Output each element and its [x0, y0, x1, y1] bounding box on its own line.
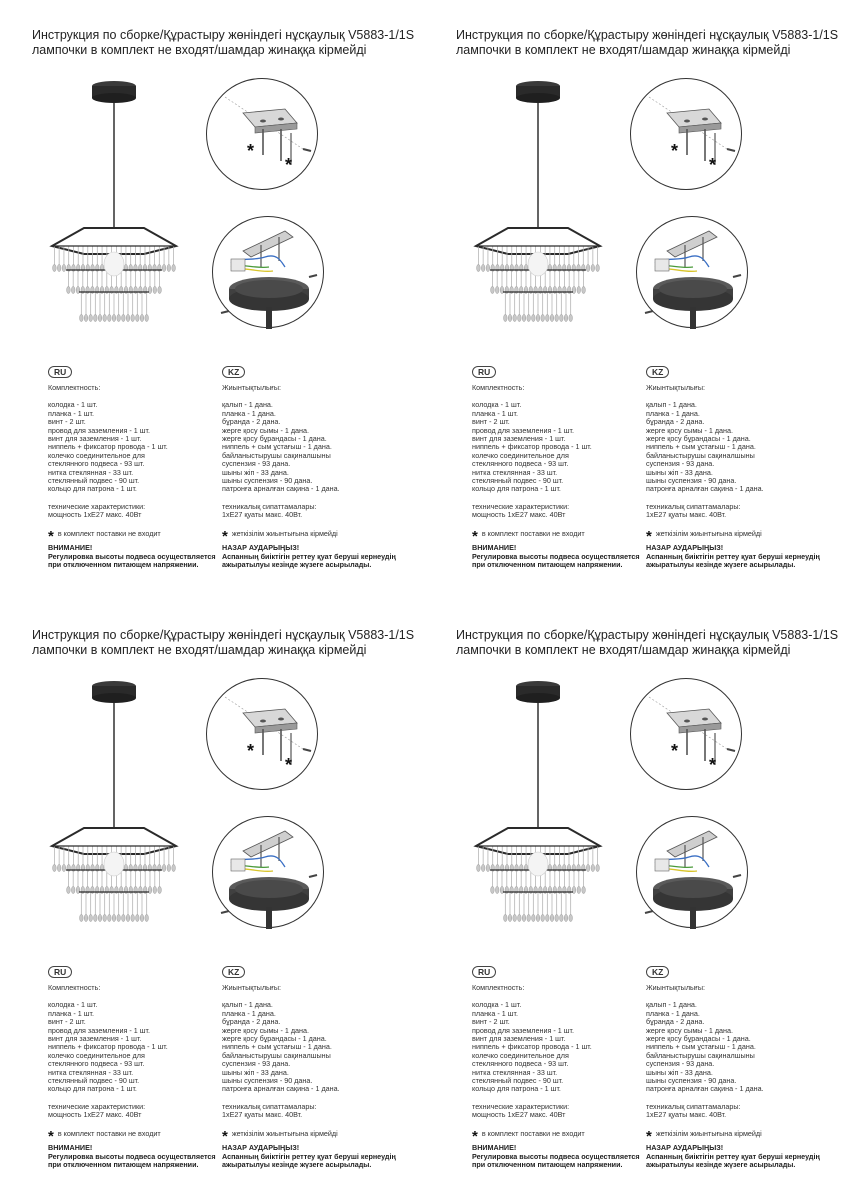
kz-specs [646, 503, 821, 520]
ru-note-text: в комплект поставки не входит [57, 528, 161, 538]
list-item: стеклянный подвес - 90 шт. [472, 476, 564, 486]
ru-specs-value: мощность 1хЕ27 макс. 40Вт [472, 510, 566, 520]
title-line-1: Инструкция по сборке/Құрастыру жөніндегі нұсқаулық V5883-1/1S [456, 28, 839, 42]
chandelier-illustration [468, 78, 608, 348]
ceiling-canopy [92, 81, 136, 103]
list-item: планка - 1 дана. [646, 408, 700, 418]
list-item: провод для заземления - 1 шт. [48, 425, 151, 435]
list-item: шыны жіп - 33 дана. [646, 467, 713, 477]
ru-heading: Комплектность: [472, 983, 525, 992]
kz-parts-list [222, 401, 397, 493]
ru-warning-line-2: при отключенном питающем напряжении. [48, 1159, 199, 1169]
list-item: колечко соединительное для [48, 450, 145, 460]
list-item: жерге қосу сымы - 1 дана. [646, 425, 733, 435]
list-item: планка - 1 дана. [646, 1008, 700, 1018]
list-item: нитка стеклянная - 33 шт. [472, 467, 558, 477]
list-item: стеклянный подвес - 90 шт. [472, 1076, 564, 1086]
kz-warning-line-2: ажыратылуы кезінде жүзеге асырылады. [222, 559, 372, 569]
kz-specs-heading: техникалық сипаттамалары: [222, 501, 317, 511]
kz-note-text: жеткізілім жиынтығына кірмейді [655, 528, 762, 538]
kz-specs [222, 503, 397, 520]
list-item: стеклянного подвеса - 93 шт. [48, 459, 145, 469]
ru-note [48, 1127, 208, 1145]
list-item: стеклянного подвеса - 93 шт. [472, 459, 569, 469]
list-item: шыны жіп - 33 дана. [222, 1067, 289, 1077]
ru-specs [472, 1103, 632, 1120]
kz-note-text: жеткізілім жиынтығына кірмейді [655, 1128, 762, 1138]
list-item: патронға арналған сақина - 1 дана. [222, 1084, 340, 1094]
sheet-title [456, 28, 838, 58]
ru-note [48, 527, 208, 545]
wiring-detail [636, 816, 748, 928]
list-item: қалып - 1 дана. [222, 400, 273, 410]
kz-warning [646, 544, 821, 569]
kz-specs-heading: техникалық сипаттамалары: [646, 501, 741, 511]
ru-section [48, 366, 216, 569]
title-line-2: лампочки в комплект не входят/шамдар жинаққа кірмейді [456, 643, 791, 657]
asterisk-icon: * [472, 527, 478, 545]
list-item: ниппель + фиксатор провода - 1 шт. [48, 442, 168, 452]
instruction-sheet [0, 600, 424, 1200]
list-item: байланыстырушы сақиналшыны [222, 1050, 331, 1060]
list-item: кольцо для патрона - 1 шт. [472, 484, 561, 494]
kz-section [222, 366, 397, 569]
kz-specs-value: 1хЕ27 қуаты макс. 40Вт. [222, 1110, 303, 1120]
ru-note [472, 1127, 632, 1145]
kz-warning-line-1: Аспанның биіктігін реттеу қуат беруші кернеудің [222, 551, 396, 561]
kz-heading: Жиынтықтылығы: [222, 383, 281, 392]
ru-specs-value: мощность 1хЕ27 макс. 40Вт [48, 510, 142, 520]
list-item: ниппель + сым ұстағыш - 1 дана. [222, 1042, 332, 1052]
kz-specs-value: 1хЕ27 қуаты макс. 40Вт. [222, 510, 303, 520]
ru-heading: Комплектность: [48, 383, 101, 392]
list-item: ниппель + фиксатор провода - 1 шт. [472, 1042, 592, 1052]
list-item: бұранда - 2 дана. [222, 417, 281, 427]
list-item: жерге қосу сымы - 1 дана. [646, 1025, 733, 1035]
ru-section [472, 366, 640, 569]
list-item: нитка стеклянная - 33 шт. [48, 1067, 134, 1077]
kz-specs-value: 1хЕ27 қуаты макс. 40Вт. [646, 510, 727, 520]
kz-section [222, 966, 397, 1169]
ru-warning-line-2: при отключенном питающем напряжении. [472, 559, 623, 569]
kz-note [222, 1127, 397, 1145]
list-item: винт для заземления - 1 шт. [48, 1034, 142, 1044]
kz-warning-line-1: Аспанның биіктігін реттеу қуат беруші кернеудің [646, 1151, 820, 1161]
list-item: шыны жіп - 33 дана. [646, 1067, 713, 1077]
ru-specs-heading: технические характеристики: [48, 501, 146, 511]
kz-note [646, 1127, 821, 1145]
ru-warning-title: ВНИМАНИЕ! [48, 1143, 93, 1153]
ru-specs [48, 503, 208, 520]
kz-note [646, 527, 821, 545]
crystal-shade [52, 228, 176, 322]
list-item: жерге қосу бұрандасы - 1 дана. [222, 1034, 327, 1044]
kz-warning-title: НАЗАР АУДАРЫҢЫЗ! [222, 543, 300, 553]
ru-parts-list [472, 401, 632, 493]
chandelier-illustration [44, 678, 184, 948]
list-item: жерге қосу сымы - 1 дана. [222, 1025, 309, 1035]
kz-warning-line-1: Аспанның биіктігін реттеу қуат беруші кернеудің [222, 1151, 396, 1161]
wiring-detail [636, 216, 748, 328]
kz-warning-line-1: Аспанның биіктігін реттеу қуат беруші кернеудің [646, 551, 820, 561]
ru-warning-line-2: при отключенном питающем напряжении. [48, 559, 199, 569]
ceiling-canopy [92, 681, 136, 703]
ru-warning-title: ВНИМАНИЕ! [472, 1143, 517, 1153]
wiring-detail [212, 216, 324, 328]
kz-language-badge: KZ [646, 366, 669, 378]
list-item: колечко соединительное для [472, 450, 569, 460]
list-item: кольцо для патрона - 1 шт. [48, 1084, 137, 1094]
asterisk-mark: * [247, 741, 255, 761]
list-item: ниппель + сым ұстағыш - 1 дана. [646, 442, 756, 452]
list-item: байланыстырушы сақиналшыны [646, 1050, 755, 1060]
list-item: ниппель + сым ұстағыш - 1 дана. [222, 442, 332, 452]
ru-parts-list [48, 401, 208, 493]
list-item: планка - 1 дана. [222, 1008, 276, 1018]
asterisk-mark: * [247, 141, 255, 161]
list-item: стеклянного подвеса - 93 шт. [48, 1059, 145, 1069]
kz-specs-value: 1хЕ27 қуаты макс. 40Вт. [646, 1110, 727, 1120]
list-item: колечко соединительное для [472, 1050, 569, 1060]
list-item: қалып - 1 дана. [646, 400, 697, 410]
ru-warning [472, 1143, 640, 1169]
ru-specs-value: мощность 1хЕ27 макс. 40Вт [48, 1110, 142, 1120]
ru-parts-list [48, 1001, 208, 1093]
asterisk-mark: * [671, 741, 679, 761]
asterisk-mark: * [671, 141, 679, 161]
list-item: кольцо для патрона - 1 шт. [472, 1084, 561, 1094]
title-line-2: лампочки в комплект не входят/шамдар жинаққа кірмейді [456, 43, 791, 57]
list-item: байланыстырушы сақиналшыны [646, 450, 755, 460]
list-item: қалып - 1 дана. [646, 1000, 697, 1010]
list-item: стеклянный подвес - 90 шт. [48, 1076, 140, 1086]
ru-heading: Комплектность: [48, 983, 101, 992]
list-item: байланыстырушы сақиналшыны [222, 450, 331, 460]
list-item: жерге қосу бұрандасы - 1 дана. [222, 434, 327, 444]
list-item: суспензия - 93 дана. [222, 1059, 291, 1069]
asterisk-icon: * [472, 1127, 478, 1145]
kz-warning-title: НАЗАР АУДАРЫҢЫЗ! [646, 543, 724, 553]
list-item: планка - 1 шт. [48, 1008, 94, 1018]
kz-warning-line-2: ажыратылуы кезінде жүзеге асырылады. [646, 1159, 796, 1169]
kz-parts-list [646, 1001, 821, 1093]
title-line-2: лампочки в комплект не входят/шамдар жинаққа кірмейді [32, 43, 367, 57]
list-item: бұранда - 2 дана. [222, 1017, 281, 1027]
title-line-1: Инструкция по сборке/Құрастыру жөніндегі нұсқаулық V5883-1/1S [456, 628, 839, 642]
list-item: планка - 1 дана. [222, 408, 276, 418]
ru-note-text: в комплект поставки не входит [481, 1128, 585, 1138]
list-item: колодка - 1 шт. [48, 1000, 98, 1010]
list-item: кольцо для патрона - 1 шт. [48, 484, 137, 494]
list-item: провод для заземления - 1 шт. [472, 425, 575, 435]
kz-section [646, 966, 821, 1169]
sheet-title [456, 628, 838, 658]
list-item: колечко соединительное для [48, 1050, 145, 1060]
asterisk-icon: * [646, 527, 652, 545]
kz-note [222, 527, 397, 545]
ru-heading: Комплектность: [472, 383, 525, 392]
asterisk-icon: * [222, 1127, 228, 1145]
list-item: ниппель + фиксатор провода - 1 шт. [48, 1042, 168, 1052]
crystal-shade [476, 228, 600, 322]
kz-warning-line-2: ажыратылуы кезінде жүзеге асырылады. [222, 1159, 372, 1169]
kz-warning-title: НАЗАР АУДАРЫҢЫЗ! [222, 1143, 300, 1153]
mounting-bracket-detail [630, 78, 742, 190]
sheet-title [32, 628, 414, 658]
kz-language-badge: KZ [646, 966, 669, 978]
crystal-shade [476, 828, 600, 922]
kz-section [646, 366, 821, 569]
list-item: винт - 2 шт. [472, 1017, 510, 1027]
list-item: патронға арналған сақина - 1 дана. [646, 1084, 764, 1094]
mounting-bracket-detail [630, 678, 742, 790]
list-item: суспензия - 93 дана. [222, 459, 291, 469]
ru-language-badge: RU [472, 966, 496, 978]
kz-note-text: жеткізілім жиынтығына кірмейді [231, 1128, 338, 1138]
ru-section [472, 966, 640, 1169]
list-item: колодка - 1 шт. [472, 1000, 522, 1010]
list-item: провод для заземления - 1 шт. [472, 1025, 575, 1035]
instruction-sheet [424, 600, 848, 1200]
chandelier-illustration [44, 78, 184, 348]
ru-warning [472, 543, 640, 569]
list-item: шыны жіп - 33 дана. [222, 467, 289, 477]
list-item: патронға арналған сақина - 1 дана. [646, 484, 764, 494]
list-item: бұранда - 2 дана. [646, 417, 705, 427]
list-item: планка - 1 шт. [48, 408, 94, 418]
ru-language-badge: RU [472, 366, 496, 378]
ru-specs [48, 1103, 208, 1120]
kz-specs-heading: техникалық сипаттамалары: [646, 1101, 741, 1111]
list-item: винт для заземления - 1 шт. [472, 434, 566, 444]
asterisk-icon: * [222, 527, 228, 545]
list-item: шыны суспензия - 90 дана. [646, 476, 737, 486]
ru-section [48, 966, 216, 1169]
kz-warning [222, 544, 397, 569]
ru-warning-line-1: Регулировка высоты подвеса осуществляется [472, 551, 640, 561]
wiring-detail [212, 816, 324, 928]
list-item: винт для заземления - 1 шт. [472, 1034, 566, 1044]
list-item: нитка стеклянная - 33 шт. [472, 1067, 558, 1077]
list-item: стеклянный подвес - 90 шт. [48, 476, 140, 486]
kz-parts-list [646, 401, 821, 493]
list-item: нитка стеклянная - 33 шт. [48, 467, 134, 477]
ru-warning-line-1: Регулировка высоты подвеса осуществляется [472, 1151, 640, 1161]
ru-note-text: в комплект поставки не входит [481, 528, 585, 538]
ru-specs-heading: технические характеристики: [48, 1101, 146, 1111]
list-item: планка - 1 шт. [472, 1008, 518, 1018]
kz-warning [646, 1144, 821, 1169]
asterisk-mark: * [285, 155, 293, 175]
ru-warning-line-1: Регулировка высоты подвеса осуществляется [48, 551, 216, 561]
kz-specs [222, 1103, 397, 1120]
list-item: ниппель + сым ұстағыш - 1 дана. [646, 1042, 756, 1052]
ru-specs-heading: технические характеристики: [472, 1101, 570, 1111]
ru-note-text: в комплект поставки не входит [57, 1128, 161, 1138]
kz-language-badge: KZ [222, 366, 245, 378]
ru-specs [472, 503, 632, 520]
list-item: стеклянного подвеса - 93 шт. [472, 1059, 569, 1069]
title-line-2: лампочки в комплект не входят/шамдар жинаққа кірмейді [32, 643, 367, 657]
list-item: колодка - 1 шт. [472, 400, 522, 410]
list-item: патронға арналған сақина - 1 дана. [222, 484, 340, 494]
kz-specs-heading: техникалық сипаттамалары: [222, 1101, 317, 1111]
title-line-1: Инструкция по сборке/Құрастыру жөніндегі нұсқаулық V5883-1/1S [32, 628, 415, 642]
list-item: жерге қосу бұрандасы - 1 дана. [646, 1034, 751, 1044]
list-item: ниппель + фиксатор провода - 1 шт. [472, 442, 592, 452]
list-item: шыны суспензия - 90 дана. [646, 1076, 737, 1086]
ru-language-badge: RU [48, 966, 72, 978]
ru-language-badge: RU [48, 366, 72, 378]
kz-heading: Жиынтықтылығы: [646, 383, 705, 392]
kz-warning-line-2: ажыратылуы кезінде жүзеге асырылады. [646, 559, 796, 569]
list-item: бұранда - 2 дана. [646, 1017, 705, 1027]
list-item: шыны суспензия - 90 дана. [222, 1076, 313, 1086]
asterisk-mark: * [285, 755, 293, 775]
kz-language-badge: KZ [222, 966, 245, 978]
list-item: колодка - 1 шт. [48, 400, 98, 410]
ru-warning-line-1: Регулировка высоты подвеса осуществляется [48, 1151, 216, 1161]
list-item: жерге қосу бұрандасы - 1 дана. [646, 434, 751, 444]
list-item: планка - 1 шт. [472, 408, 518, 418]
ru-specs-heading: технические характеристики: [472, 501, 570, 511]
instruction-sheet [424, 0, 848, 600]
asterisk-icon: * [646, 1127, 652, 1145]
ru-warning-line-2: при отключенном питающем напряжении. [472, 1159, 623, 1169]
ceiling-canopy [516, 681, 560, 703]
list-item: винт - 2 шт. [48, 1017, 86, 1027]
kz-heading: Жиынтықтылығы: [222, 983, 281, 992]
list-item: винт для заземления - 1 шт. [48, 434, 142, 444]
kz-parts-list [222, 1001, 397, 1093]
ru-warning [48, 543, 216, 569]
asterisk-mark: * [709, 755, 717, 775]
list-item: суспензия - 93 дана. [646, 459, 715, 469]
ru-warning [48, 1143, 216, 1169]
list-item: суспензия - 93 дана. [646, 1059, 715, 1069]
mounting-bracket-detail [206, 78, 318, 190]
asterisk-mark: * [709, 155, 717, 175]
kz-heading: Жиынтықтылығы: [646, 983, 705, 992]
instruction-sheet [0, 0, 424, 600]
kz-warning-title: НАЗАР АУДАРЫҢЫЗ! [646, 1143, 724, 1153]
ru-warning-title: ВНИМАНИЕ! [48, 543, 93, 553]
chandelier-illustration [468, 678, 608, 948]
list-item: жерге қосу сымы - 1 дана. [222, 425, 309, 435]
kz-specs [646, 1103, 821, 1120]
list-item: шыны суспензия - 90 дана. [222, 476, 313, 486]
kz-note-text: жеткізілім жиынтығына кірмейді [231, 528, 338, 538]
crystal-shade [52, 828, 176, 922]
ru-warning-title: ВНИМАНИЕ! [472, 543, 517, 553]
list-item: провод для заземления - 1 шт. [48, 1025, 151, 1035]
asterisk-icon: * [48, 1127, 54, 1145]
asterisk-icon: * [48, 527, 54, 545]
ru-parts-list [472, 1001, 632, 1093]
title-line-1: Инструкция по сборке/Құрастыру жөніндегі нұсқаулық V5883-1/1S [32, 28, 415, 42]
kz-warning [222, 1144, 397, 1169]
list-item: винт - 2 шт. [472, 417, 510, 427]
mounting-bracket-detail [206, 678, 318, 790]
ceiling-canopy [516, 81, 560, 103]
ru-note [472, 527, 632, 545]
sheet-title [32, 28, 414, 58]
list-item: қалып - 1 дана. [222, 1000, 273, 1010]
list-item: винт - 2 шт. [48, 417, 86, 427]
ru-specs-value: мощность 1хЕ27 макс. 40Вт [472, 1110, 566, 1120]
